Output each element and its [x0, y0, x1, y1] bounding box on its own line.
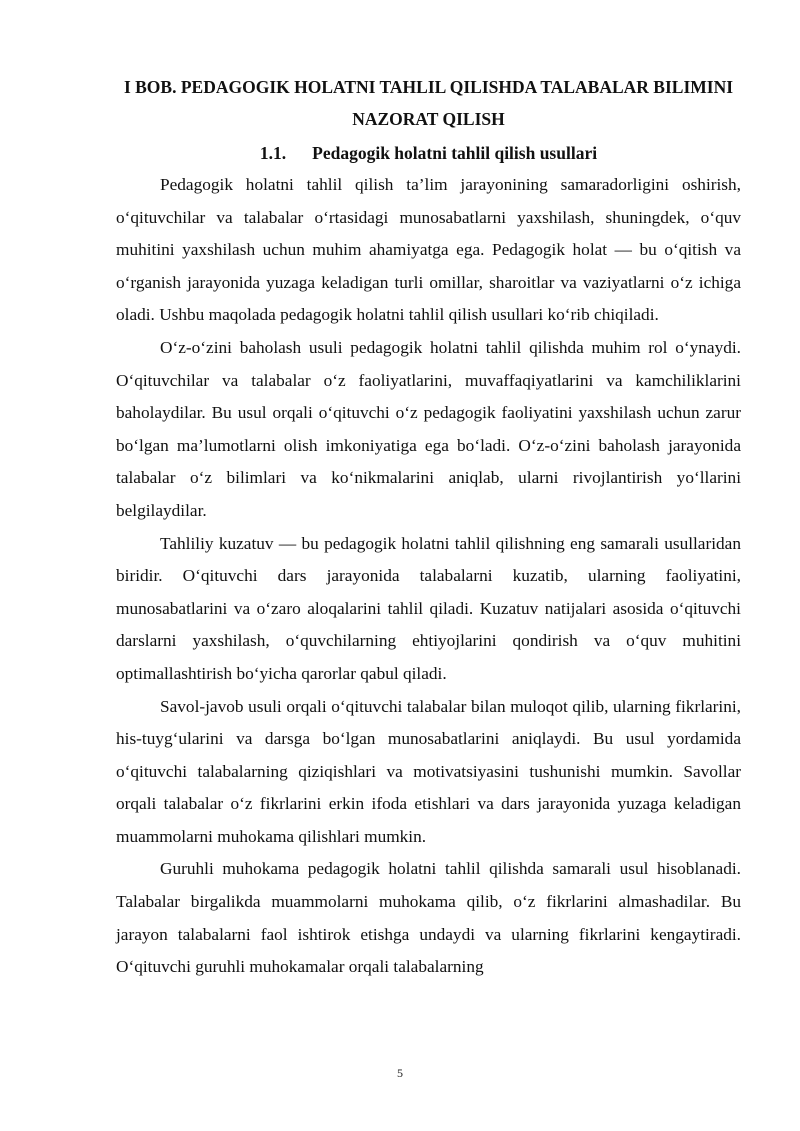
section-number: 1.1. — [259, 143, 287, 163]
paragraph: Guruhli muhokama pedagogik holatni tahlil qilishda samarali usul hisoblanadi. Talabalar birgalikda muammolarni muhokama qilib, o‘z fikrlarini almashadilar. Bu jarayon talabalarni faol ishtirok etishga undaydi va ularning fikrlarini kengaytiradi. O‘qituvchi guruhli muhokamalar orqali talabalarning — [116, 859, 741, 977]
paragraph: O‘z-o‘zini baholash usuli pedagogik holatni tahlil qilishda muhim rol o‘ynaydi. O‘qituvchilar va talabalar o‘z faoliyatlarini, muvaffaqiyatlarini va kamchiliklarini baholaydilar. Bu usul orqali o‘qituvchi o‘z pedagogik faoliyatini yaxshilash uchun zarur bo‘lgan ma’lumotlarni olish imkoniyatiga ega bo‘ladi. O‘z-o‘zini baholash jarayonida talabalar o‘z bilimlari va ko‘nikmalarini aniqlab, ularni rivojlantirish yo‘llarini belgilaydilar. — [116, 337, 741, 520]
paragraph: Pedagogik holatni tahlil qilish ta’lim jarayonining samaradorligini oshirish, o‘qituvchilar va talabalar o‘rtasidagi munosabatlarni yaxshilash, shuningdek, o‘quv muhitini yaxshilash uchun muhim ahamiyatga ega. Pedagogik holat — bu o‘qitish va o‘rganish jarayonida yuzaga keladigan turli omillar, sharoitlar va vaziyatlarni o‘z ichiga oladi. Ushbu maqolada pedagogik holatni tahlil qilish usullari ko‘rib chiqiladi. — [116, 175, 741, 325]
section-heading — [116, 137, 741, 169]
section-title: Pedagogik holatni tahlil qilish usullari — [312, 143, 598, 163]
chapter-title: I BOB. PEDAGOGIK HOLATNI TAHLIL QILISHDA TALABALAR BILIMINI NAZORAT QILISH — [123, 77, 734, 129]
paragraph: Savol-javob usuli orqali o‘qituvchi talabalar bilan muloqot qilib, ularning fikrlarini, his-tuyg‘ularini va darsga bo‘lgan munosabatlarini aniqlaydi. Bu usul yordamida o‘qituvchi talabalarning qiziqishlari va motivatsiyasini tushunishi mumkin. Savollar orqali talabalar o‘z fikrlarini erkin ifoda etishlari va dars jarayonida yuzaga keladigan muammolarni muhokama qilishlari mumkin. — [116, 696, 741, 846]
paragraph: Tahliliy kuzatuv — bu pedagogik holatni tahlil qilishning eng samarali usullaridan biridir. O‘qituvchi dars jarayonida talabalarni kuzatib, ularning faoliyatini, munosabatlarini va o‘zaro aloqalarini tahlil qiladi. Kuzatuv natijalari asosida o‘qituvchi darslarni yaxshilash, o‘quvchilarning ehtiyojlarini qondirish va o‘quv muhitini optimallashtirish bo‘yicha qarorlar qabul qiladi. — [116, 533, 741, 683]
page-number: 5 — [397, 1066, 403, 1080]
body-text — [116, 169, 741, 984]
